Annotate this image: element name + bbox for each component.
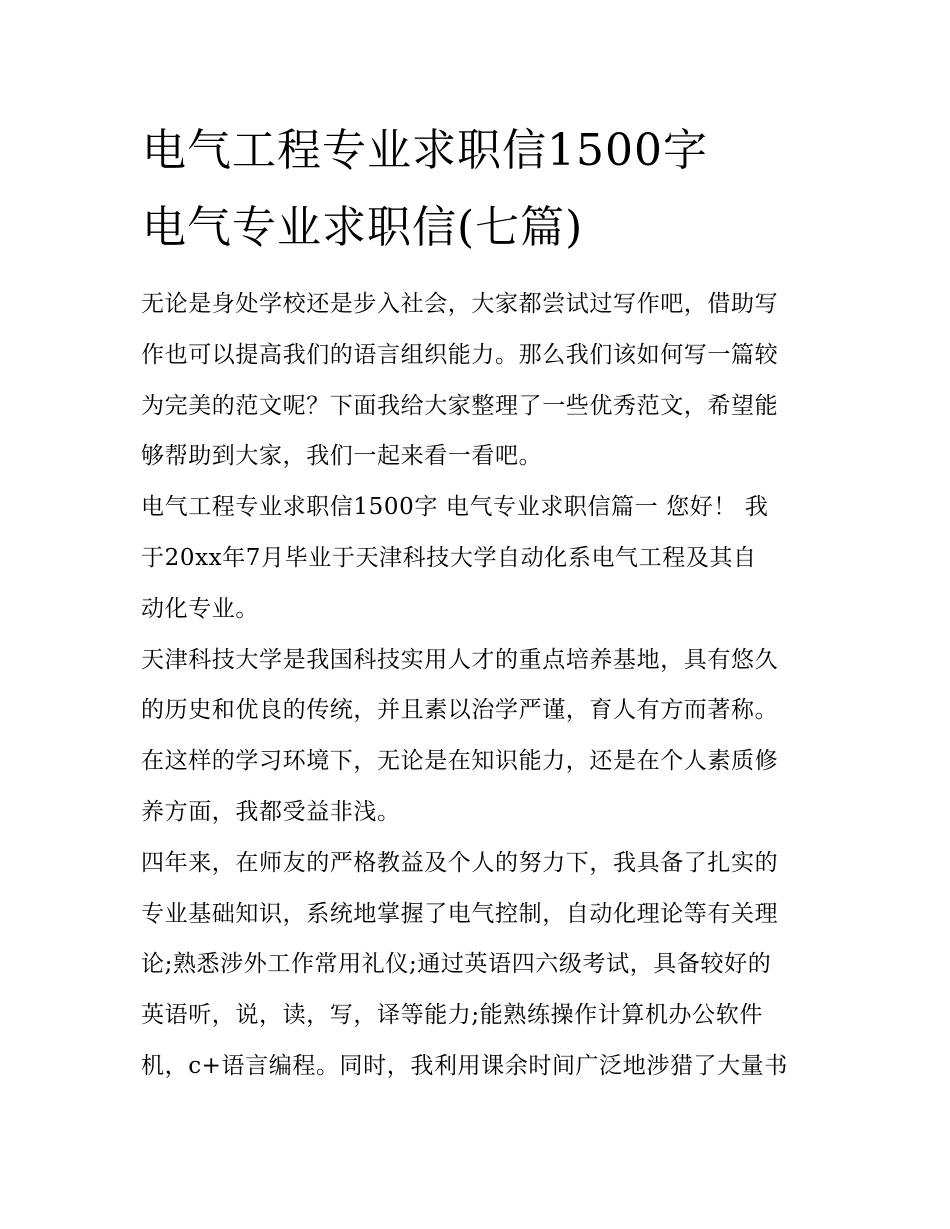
text-line: 于20xx年7月毕业于天津科技大学自动化系电气工程及其自	[141, 544, 757, 571]
text-line: 电气工程专业求职信1500字 电气专业求职信篇一 您好！ 我	[141, 494, 769, 521]
text-line: 论;熟悉涉外工作常用礼仪;通过英语四六级考试，具备较好的	[141, 951, 772, 978]
document-body	[141, 279, 821, 1092]
title-line-1: 电气工程专业求职信1500字	[142, 125, 708, 176]
text-line: 够帮助到大家，我们一起来看一看吧。	[141, 443, 543, 470]
text-line: 英语听，说，读，写，译等能力;能熟练操作计算机办公软件	[141, 1002, 763, 1029]
document-title	[142, 112, 842, 266]
paragraph-intro	[141, 279, 821, 482]
text-line: 养方面，我都受益非浅。	[141, 798, 401, 825]
text-line: 的历史和优良的传统，并且素以治学严谨，育人有方而著称。	[141, 697, 779, 724]
text-line: 天津科技大学是我国科技实用人才的重点培养基地，具有悠久	[141, 646, 779, 673]
paragraph-greeting	[141, 482, 821, 634]
text-line: 四年来，在师友的严格教益及个人的努力下，我具备了扎实的	[141, 849, 779, 876]
text-line: 机，c+语言编程。同时，我利用课余时间广泛地涉猎了大量书	[141, 1052, 788, 1079]
paragraph-skills	[141, 838, 821, 1092]
text-line: 为完美的范文呢？下面我给大家整理了一些优秀范文，希望能	[141, 392, 779, 419]
paragraph-university	[141, 635, 821, 838]
text-line: 动化专业。	[141, 595, 259, 622]
text-line: 无论是身处学校还是步入社会，大家都尝试过写作吧，借助写	[141, 291, 779, 317]
text-line: 作也可以提高我们的语言组织能力。那么我们该如何写一篇较	[141, 341, 779, 368]
title-line-2: 电气专业求职信(七篇)	[142, 202, 584, 253]
text-line: 专业基础知识，系统地掌握了电气控制，自动化理论等有关理	[141, 900, 779, 927]
text-line: 在这样的学习环境下，无论是在知识能力，还是在个人素质修	[141, 748, 779, 775]
